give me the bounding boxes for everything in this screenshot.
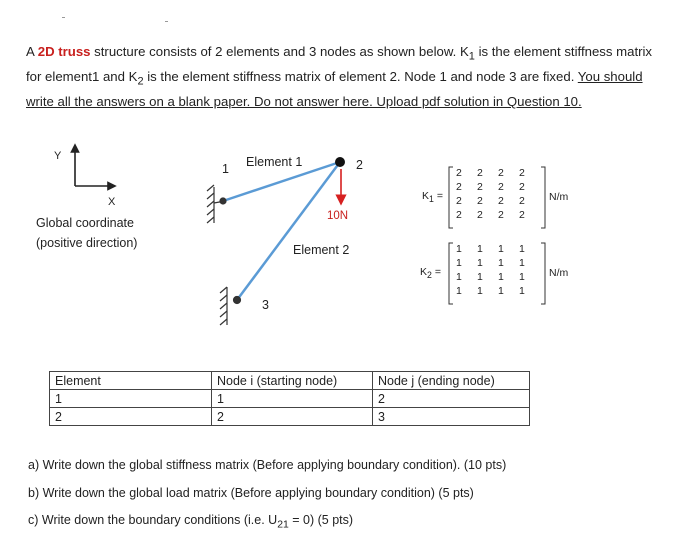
intro-paragraph bbox=[26, 42, 666, 113]
table-cell: 3 bbox=[373, 408, 530, 426]
pin-support-1-icon bbox=[207, 185, 226, 223]
table-row bbox=[50, 390, 530, 408]
table-cell: 1 bbox=[212, 390, 373, 408]
pin-support-3-icon bbox=[220, 287, 241, 325]
force-label: 10N bbox=[327, 210, 349, 222]
intro-text: structure consists of 2 elements and 3 nodes as shown below. K bbox=[90, 44, 469, 59]
table-header-row bbox=[50, 372, 530, 390]
element-1-label: Element 1 bbox=[246, 155, 303, 169]
coordinate-caption-1: Global coordinate bbox=[36, 216, 134, 230]
x-axis-label: X bbox=[108, 196, 116, 208]
node-3-label: 3 bbox=[262, 298, 269, 312]
node-1-label: 1 bbox=[222, 162, 229, 176]
table-row bbox=[50, 408, 530, 426]
question-b: b) Write down the global load matrix (Before applying boundary condition) (5 pts) bbox=[28, 486, 474, 500]
intro-text: is the element stiffness matrix of element 2. Node 1 and node 3 are fixed. bbox=[143, 69, 578, 85]
k2-unit: N/m bbox=[549, 267, 569, 279]
table-cell: 2 bbox=[373, 390, 530, 408]
k2-matrix: 1 1 1 1 1 1 1 1 1 1 1 1 1 1 1 1 bbox=[456, 243, 525, 297]
instruction-underlined: You should write all the answers on a blank paper. Do not answer here. Upload pdf solution in Question 10. bbox=[26, 69, 643, 110]
question-a: a) Write down the global stiffness matrix (Before applying boundary condition). (10 pts) bbox=[28, 458, 507, 472]
table-header: Node j (ending node) bbox=[373, 372, 530, 390]
table-cell: 2 bbox=[212, 408, 373, 426]
scan-mark bbox=[62, 17, 65, 18]
intro-text: A bbox=[26, 44, 38, 59]
node-2-marker bbox=[335, 157, 345, 167]
element-2-member bbox=[237, 162, 340, 300]
k1-matrix: 2 2 2 2 2 2 2 2 2 2 2 2 2 2 2 2 bbox=[456, 167, 525, 221]
table-header: Element bbox=[50, 372, 212, 390]
k1-unit: N/m bbox=[549, 191, 569, 203]
y-axis-label: Y bbox=[54, 150, 62, 162]
element-2-label: Element 2 bbox=[293, 243, 350, 257]
k1-subscript: 1 bbox=[468, 50, 475, 63]
table-cell: 2 bbox=[50, 408, 212, 426]
intro-text: is the element stiffness matrix for element1 and K bbox=[26, 44, 653, 85]
coordinate-axes-icon bbox=[60, 140, 120, 200]
coordinate-caption-2: (positive direction) bbox=[36, 236, 138, 250]
table-cell: 1 bbox=[50, 390, 212, 408]
scan-mark bbox=[165, 21, 168, 22]
truss-highlight: 2D truss bbox=[37, 44, 91, 59]
k2-subscript: 2 bbox=[137, 75, 144, 88]
connectivity-table bbox=[49, 371, 530, 426]
k1-label: $K_1$ = bbox=[422, 190, 443, 205]
table-header: Node i (starting node) bbox=[212, 372, 373, 390]
node-2-label: 2 bbox=[356, 158, 363, 172]
k2-label: $K_2$ = bbox=[420, 266, 441, 281]
question-c: c) Write down the boundary conditions (i.e. $U_{21} = 0$) (5 pts) bbox=[28, 513, 354, 531]
